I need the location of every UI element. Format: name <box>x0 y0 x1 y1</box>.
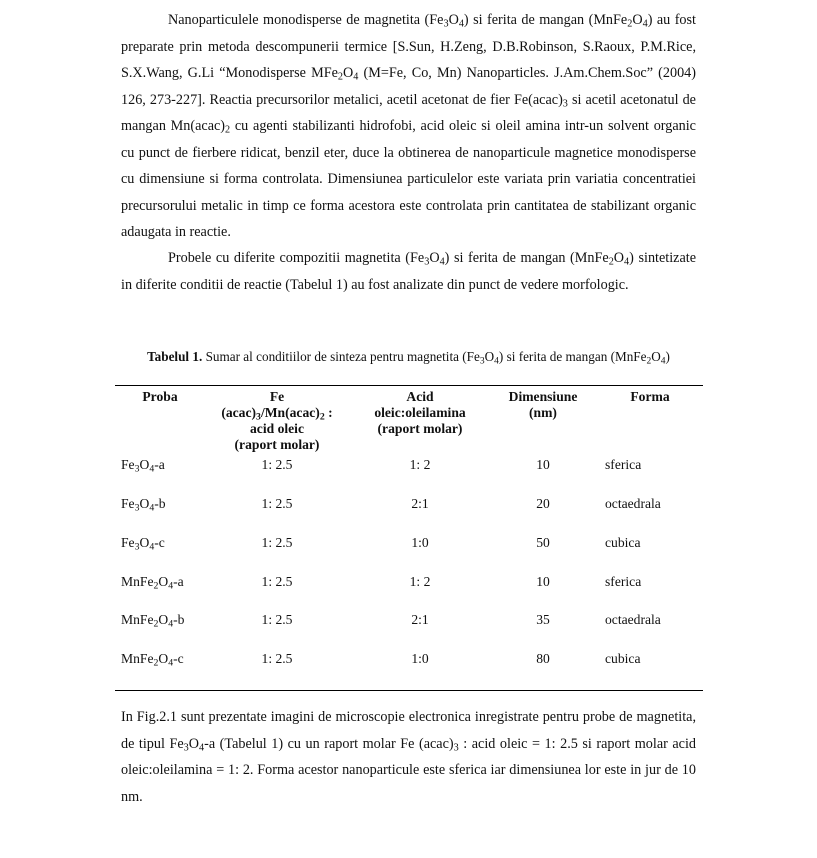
cell-forma: octaedrala <box>605 496 661 511</box>
cell-acid-ratio: 1:0 <box>411 651 429 666</box>
cell-forma: octaedrala <box>605 612 661 627</box>
header-fe-ratio: Fe $(acac)_3/Mn(acac)_2$ : acid oleic (raport molar) <box>221 389 333 452</box>
cell-acid-ratio: 1: 2 <box>409 574 431 589</box>
cell-proba: $MnFe_2O_4-c$ <box>121 651 184 669</box>
cell-dimensiune: 20 <box>536 496 550 511</box>
header-acid-ratio: Acid oleic:oleilamina (raport molar) <box>374 389 466 436</box>
cell-fe-ratio: 1: 2.5 <box>261 574 293 589</box>
cell-proba: $Fe_3O_4-c$ <box>121 535 165 553</box>
cell-dimensiune: 35 <box>536 612 550 627</box>
header-dimensiune: Dimensiune (nm) <box>508 389 578 420</box>
cell-forma: cubica <box>605 535 641 550</box>
cell-proba: $Fe_3O_4-b$ <box>121 496 166 514</box>
cell-fe-ratio: 1: 2.5 <box>261 496 293 511</box>
table-bottom-rule <box>115 690 703 691</box>
cell-acid-ratio: 2:1 <box>411 496 429 511</box>
cell-dimensiune: 80 <box>536 651 550 666</box>
paragraph-figure-description: In Fig.2.1 sunt prezentate imagini de microscopie electronica inregistrate pentru probe de magnetita, de tipul $Fe_3O_4-a$ (Tabelul 1) cu un raport molar Fe $(acac)_3$ : acid oleic = 1: 2.5 si raport molar acid oleic:oleilamina = 1: 2. Forma acestor nanoparticule este sferica iar dimensiunea lor este in jur de 10 nm. <box>121 709 697 805</box>
cell-forma: cubica <box>605 651 641 666</box>
cell-acid-ratio: 2:1 <box>411 612 429 627</box>
cell-dimensiune: 50 <box>536 535 550 550</box>
header-forma: Forma <box>630 389 670 404</box>
table-top-rule <box>115 385 703 386</box>
paragraph-synthesis-method: Nanoparticulele monodisperse de magnetita $(Fe_3O_4)$ si ferita de mangan $(MnFe_2O_4)$ au fost preparate prin metoda descompunerii termice [S.Sun, H.Zeng, D.B.Robinson, S.Raoux, P.M.Rice, S.X.Wang, G.Li “Monodisperse $MFe_2O_4$ (M=Fe, Co, Mn) Nanoparticles. J.Am.Chem.Soc” (2004) 126, 273-227]. Reactia precursorilor metalici, acetil acetonat de fier $Fe(acac)_3$ si acetil acetonatul de mangan $Mn(acac)_2$ cu agenti stabilizanti hidrofobi, acid oleic si oleil amina intr-un solvent organic cu punct de fierbere ridicat, benzil eter, duce la obtinerea de nanoparticule magnetice monodisperse cu dimensiune si forma controlata. Dimensiunea particulelor este variata prin variatia concentratiei precursorului metalic in timp ce forma acestora este controlata prin cantitatea de stabilizant organic adaugata in reactie. <box>121 12 696 240</box>
cell-proba: $MnFe_2O_4-a$ <box>121 574 184 592</box>
cell-fe-ratio: 1: 2.5 <box>261 651 293 666</box>
cell-forma: sferica <box>605 574 642 589</box>
cell-forma: sferica <box>605 457 642 472</box>
header-proba: Proba <box>142 389 178 404</box>
cell-acid-ratio: 1: 2 <box>409 457 431 472</box>
cell-fe-ratio: 1: 2.5 <box>261 535 293 550</box>
cell-dimensiune: 10 <box>536 574 550 589</box>
table-caption <box>60 349 757 365</box>
cell-fe-ratio: 1: 2.5 <box>261 457 293 472</box>
cell-proba: $Fe_3O_4-a$ <box>121 457 165 475</box>
cell-acid-ratio: 1:0 <box>411 535 429 550</box>
cell-fe-ratio: 1: 2.5 <box>261 612 293 627</box>
table-caption-text: Sumar al conditiilor de sinteza pentru magnetita $(Fe_3O_4)$ si ferita de mangan $(MnFe_2O_4)$ <box>202 349 670 367</box>
cell-dimensiune: 10 <box>536 457 550 472</box>
paragraph-samples: Probele cu diferite compozitii magnetita $(Fe_3O_4)$ si ferita de mangan $(MnFe_2O_4)$ sintetizate in diferite conditii de reactie (Tabelul 1) au fost analizate din punct de vedere morfologic. <box>121 250 696 293</box>
cell-proba: $MnFe_2O_4-b$ <box>121 612 185 630</box>
table-caption-label: Tabelul 1. <box>147 349 203 364</box>
